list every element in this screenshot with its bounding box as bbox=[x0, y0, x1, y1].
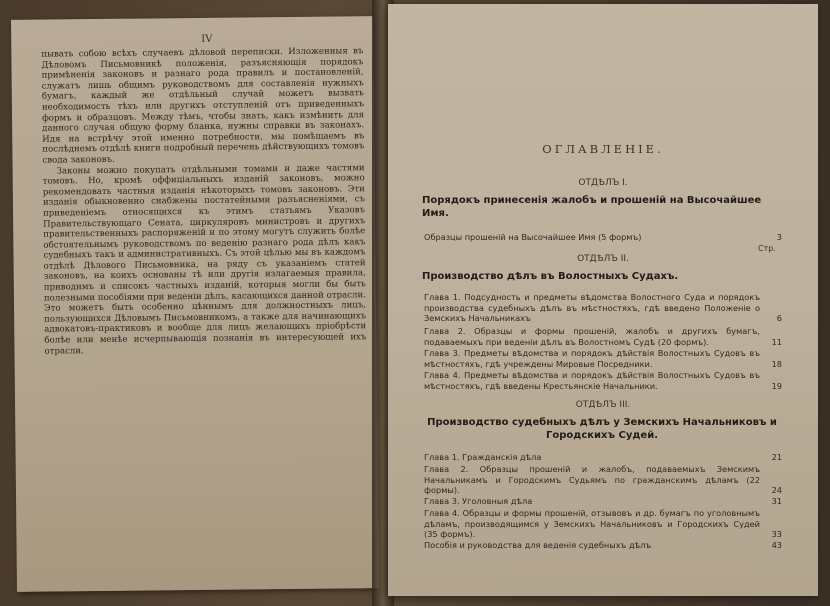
toc-entry-page: 33 bbox=[771, 529, 782, 539]
section-title-2: Производство дѣлъ въ Волостныхъ Судахъ. bbox=[422, 271, 679, 282]
page-number: IV bbox=[201, 33, 213, 45]
toc-entry bbox=[424, 370, 780, 391]
toc-entry-page: 24 bbox=[771, 485, 782, 495]
toc-entry-page: 21 bbox=[771, 452, 782, 462]
toc-entry-text: Глава 2. Образцы и формы прошеній, жалобъ и другихъ бумагъ, подаваемыхъ при веденіи дѣлъ въ Волостномъ Судѣ (20 формъ). bbox=[424, 326, 760, 347]
toc-entry bbox=[424, 464, 780, 496]
toc-entry-text: Образцы прошеній на Высочайшее Имя (5 формъ) bbox=[424, 232, 642, 242]
toc-entry-text: Пособія и руководства для веденія судебныхъ дѣлъ bbox=[424, 540, 652, 550]
toc-entry bbox=[424, 496, 780, 507]
left-page bbox=[11, 16, 379, 592]
toc-entry-text: Глава 3. Предметы вѣдомства и порядокъ дѣйствія Волостныхъ Судовъ въ мѣстностяхъ, гдѣ учреждены Мировые Посредники. bbox=[424, 348, 760, 369]
paragraph: пывать собою всѣхъ случаевъ дѣловой переписки. Изложенныя въ Дѣловомъ Письмовникѣ положенія, разъясняющія порядокъ примѣненія законовъ и разнаго рода правилъ и постановленій, служатъ лишь общимъ руководствомъ для составленія нужныхъ бумагъ, каждый же отдѣльный случай можетъ вызвать необходимость тѣхъ или другихъ отступленій отъ приведенныхъ формъ и образцовъ. Между тѣмъ, чтобы знать, какъ измѣнить для данного случая общую форму бланка, нужны справки въ законахъ. Идя на встрѣчу этой именно потребности, мы помѣщаемъ въ послѣднемъ отдѣлѣ книги подробный перечень дѣйствующихъ томовъ свода законовъ. bbox=[41, 46, 365, 166]
toc-entry-page: 11 bbox=[771, 336, 782, 347]
toc-title: ОГЛАВЛЕНІЕ. bbox=[542, 142, 664, 156]
toc-entry bbox=[424, 326, 780, 347]
toc-entry-text: Глава 4. Образцы и формы прошеній, отзывовъ и др. бумагъ по уголовнымъ дѣламъ, производящимся у Земскихъ Начальниковъ и Городскихъ Судей (35 формъ). bbox=[424, 508, 760, 539]
toc-entry-page: 3 bbox=[776, 232, 782, 242]
pages-label: Стр. bbox=[758, 244, 776, 253]
section-heading-2: ОТДѢЛЪ II. bbox=[577, 254, 629, 264]
section-heading-3: ОТДѢЛЪ III. bbox=[575, 400, 631, 410]
section-title-1: Порядокъ принесенія жалобъ и прошеній на Высочайшее Имя. bbox=[422, 195, 762, 219]
toc-entry-page: 31 bbox=[771, 496, 782, 506]
toc-entry-page: 43 bbox=[771, 540, 782, 550]
toc-entry bbox=[424, 232, 780, 243]
toc-entry-text: Глава 1. Подсудность и предметы вѣдомства Волостного Суда и порядокъ производства судебныхъ дѣлъ въ мѣстностяхъ, гдѣ введено Положеніе о Земскихъ Начальникахъ bbox=[424, 292, 760, 323]
toc-entry bbox=[424, 540, 780, 551]
toc-entry-text: Глава 2. Образцы прошеній и жалобъ, подаваемыхъ Земскимъ Начальникамъ и Городскимъ Судьямъ по гражданскимъ дѣламъ (22 формы). bbox=[424, 464, 760, 495]
toc-entry-page: 6 bbox=[776, 313, 782, 323]
toc-entry bbox=[424, 348, 780, 369]
toc-entry bbox=[424, 452, 780, 463]
toc-entry bbox=[424, 292, 780, 324]
toc-entry-page: 19 bbox=[771, 380, 782, 391]
toc-entry-text: Глава 3. Уголовныя дѣла bbox=[424, 496, 533, 506]
left-page-body bbox=[41, 46, 366, 357]
toc-entry-text: Глава 4. Предметы вѣдомства и порядокъ дѣйствія Волостныхъ Судовъ въ мѣстностяхъ, гдѣ введены Крестьянскіе Начальники. bbox=[424, 370, 760, 391]
toc-entry bbox=[424, 508, 780, 540]
section-title-3: Производство судебныхъ дѣлъ у Земскихъ Начальниковъ и Городскихъ Судей. bbox=[427, 417, 777, 441]
toc-entry-page: 18 bbox=[771, 358, 782, 369]
right-page bbox=[388, 4, 818, 596]
section-heading-1: ОТДѢЛЪ I. bbox=[578, 178, 628, 188]
paragraph: Законы можно покупать отдѣльными томами и даже частями томовъ. Но, кромѣ оффиціальныхъ изданій законовъ, можно рекомендовать частныя изданія нѣкоторыхъ томовъ законовъ. Эти изданія обыкновенно снабжены постатейными разъясненіями, съ приведеніемъ относящихся къ этимъ статьямъ Указовъ Правительствующаго Сената, циркуляровъ министровъ и другихъ правительственныхъ распоряженій и по этому могутъ служить болѣе обстоятельнымъ руководствомъ по веденію разнаго рода дѣлъ какъ судебныхъ такъ и административныхъ. Съ этой цѣлью мы въ каждомъ отдѣлѣ Дѣлового Письмовника, на ряду съ указаніемъ статей законовъ, на коихъ основаны тѣ или другія излагаемыя правила, приводимъ и списокъ частныхъ изданій, которыя могли бы быть полезными пособіями при веденіи дѣлъ, касающихся данной отрасли. Это можетъ быть особенно цѣннымъ для должностныхъ лицъ, пользующихся Дѣловымъ Письмовникомъ, а также для начинающихъ адвокатовъ-практиковъ и вообще для лицъ желающихъ пріобрѣсти болѣе или менѣе исчерпывающія познанія въ интересующей ихъ отрасли. bbox=[42, 162, 367, 357]
toc-entry-text: Глава 1. Гражданскія дѣла bbox=[424, 452, 542, 462]
